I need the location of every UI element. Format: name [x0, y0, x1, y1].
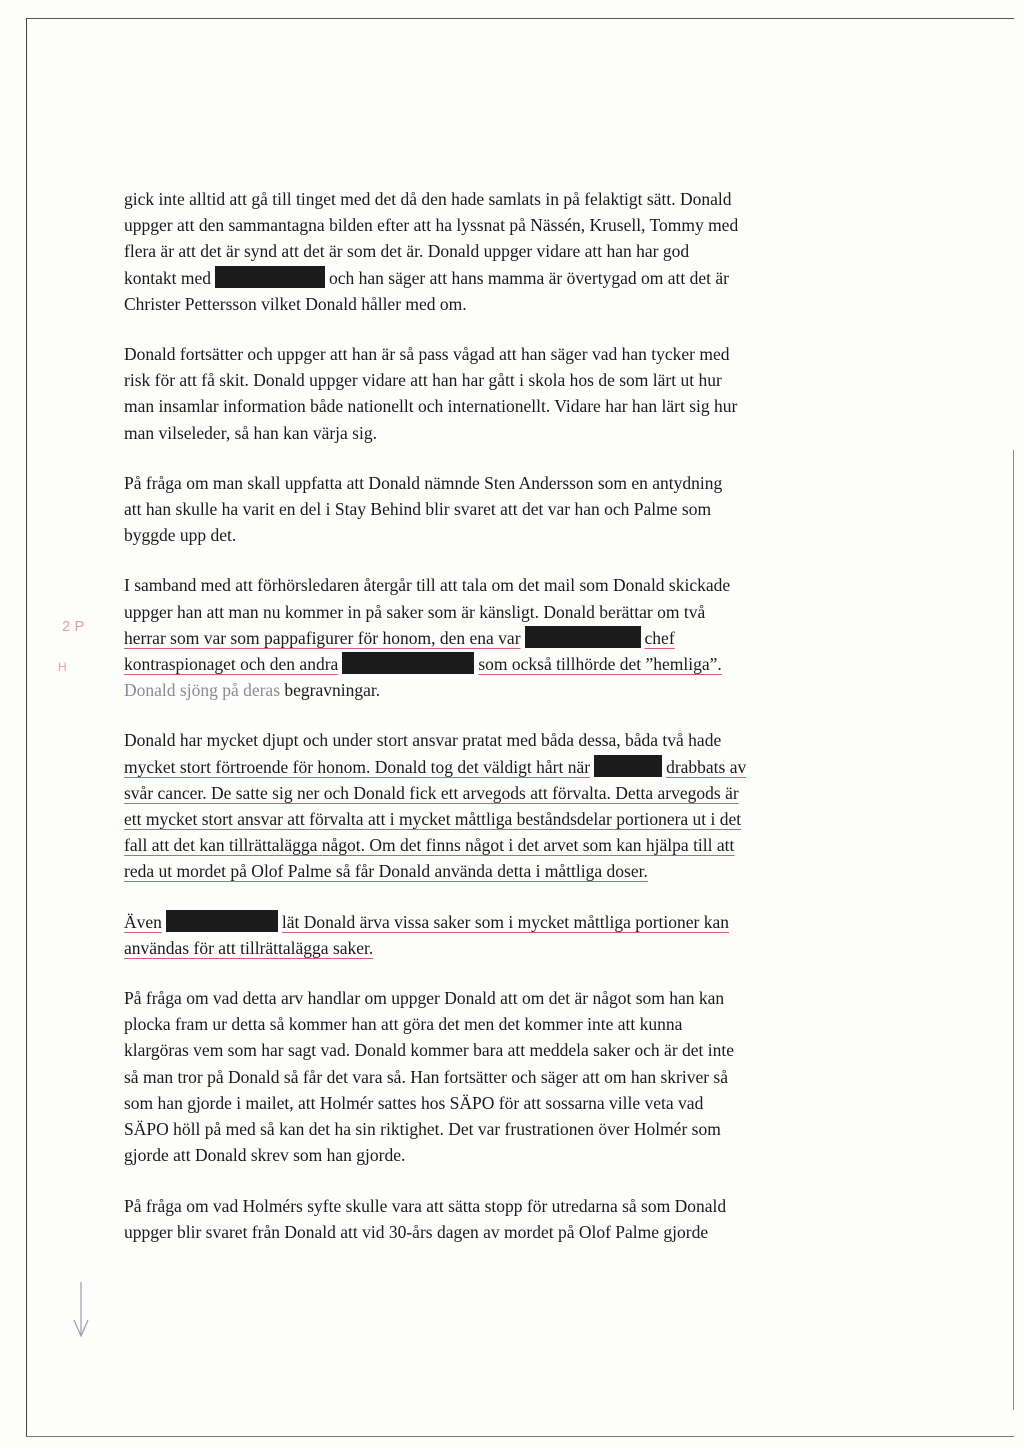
text-fragment: herrar som var som pappafigurer för honom, den ena var — [124, 627, 521, 648]
text-fragment: och han säger att hans mamma är övertygad om att det är — [329, 267, 729, 288]
text-line: så man tror på Donald så får det vara så. Han fortsätter och säger att om han skriver så — [124, 1066, 729, 1087]
text-line: svår cancer. De satte sig ner och Donald fick ett arvegods att förvalta. Detta arvegods är — [124, 782, 739, 803]
text-fragment: lät Donald ärva vissa saker som i mycket måttliga portioner kan — [281, 911, 730, 932]
paragraph — [124, 572, 844, 703]
text-line: flera är att det är synd att det är som det är. Donald uppger vidare att han har god — [124, 241, 690, 262]
text-line: Donald fortsätter och uppger att han är så pass vågad att han säger vad han tycker med — [124, 344, 730, 365]
paragraph — [124, 1193, 844, 1245]
text-line — [124, 265, 844, 291]
text-line: gjorde att Donald skrev som han gjorde. — [124, 1145, 406, 1166]
text-fragment: Donald sjöng på deras — [124, 680, 281, 701]
text-line: klargöras vem som har sagt vad. Donald kommer bara att meddela saker och är det inte — [124, 1040, 735, 1061]
paragraph — [124, 727, 844, 884]
redaction-block — [342, 652, 474, 674]
text-line: uppger blir svaret från Donald att vid 30-års dagen av mordet på Olof Palme gjorde — [124, 1221, 709, 1242]
text-line: SÄPO höll på med så kan det ha sin riktighet. Det var frustrationen över Holmér som — [124, 1119, 721, 1140]
text-line — [124, 754, 844, 780]
text-line: uppger att den sammantagna bilden efter att ha lyssnat på Nässén, Krusell, Tommy med — [124, 215, 739, 236]
text-line: uppger han att man nu kommer in på saker som är känsligt. Donald berättar om två — [124, 601, 706, 622]
margin-note-handwritten: 2 P — [62, 618, 85, 635]
document-body — [124, 186, 844, 1269]
paragraph — [124, 186, 844, 317]
text-line: På fråga om man skall uppfatta att Donald nämnde Sten Andersson som en antydning — [124, 472, 723, 493]
scan-frame-left — [26, 18, 27, 1436]
text-line: I samband med att förhörsledaren återgår till att tala om det mail som Donald skickade — [124, 575, 731, 596]
scan-frame-top — [26, 18, 1014, 19]
redaction-block — [166, 910, 278, 932]
text-fragment: mycket stort förtroende för honom. Donald tog det väldigt hårt när — [124, 756, 591, 777]
paragraph — [124, 341, 844, 446]
text-line — [124, 909, 844, 935]
paragraph — [124, 909, 844, 961]
text-line: ett mycket stort ansvar att förvalta att i mycket måttliga beståndsdelar portionera ut i det — [124, 809, 742, 830]
text-fragment: kontraspionaget och den andra — [124, 654, 339, 675]
text-line: fall att det kan tillrättalägga något. Om det finns något i det arvet som kan hjälpa till att — [124, 835, 735, 856]
redaction-block — [594, 755, 662, 777]
handwritten-arrow-icon — [70, 1280, 92, 1340]
text-line: plocka fram ur detta så kommer han att göra det men det kommer inte att kunna — [124, 1014, 683, 1035]
text-line — [124, 625, 844, 651]
margin-note-handwritten: H — [58, 660, 67, 674]
paragraph — [124, 470, 844, 549]
text-line: gick inte alltid att gå till tinget med det då den hade samlats in på felaktigt sätt. Donald — [124, 189, 732, 209]
text-fragment: Även — [124, 911, 162, 932]
text-line — [124, 677, 844, 703]
text-line — [124, 651, 844, 677]
text-line: användas för att tillrättalägga saker. — [124, 937, 374, 958]
text-line: Donald har mycket djupt och under stort ansvar pratat med båda dessa, båda två hade — [124, 730, 722, 751]
text-line: man vilseleder, så han kan värja sig. — [124, 422, 377, 443]
text-fragment: kontakt med — [124, 267, 211, 288]
text-line: man insamlar information både nationellt och internationellt. Vidare har han lärt sig hur — [124, 396, 738, 417]
text-line: På fråga om vad Holmérs syfte skulle vara att sätta stopp för utredarna så som Donald — [124, 1195, 727, 1216]
scan-frame-right — [1013, 450, 1014, 1410]
text-line: reda ut mordet på Olof Palme så får Donald använda detta i måttliga doser. — [124, 861, 648, 882]
text-line: risk för att få skit. Donald uppger vidare att han har gått i skola hos de som lärt ut hur — [124, 370, 722, 391]
text-line: byggde upp det. — [124, 525, 237, 546]
text-line: som han gjorde i mailet, att Holmér sattes hos SÄPO för att sossarna ville veta vad — [124, 1092, 704, 1113]
text-fragment: drabbats av — [666, 756, 747, 777]
redaction-block — [215, 266, 325, 288]
text-fragment: begravningar. — [284, 680, 381, 701]
scan-frame-bottom — [26, 1436, 1014, 1437]
paragraph — [124, 985, 844, 1168]
text-fragment: chef — [644, 627, 675, 648]
text-line: På fråga om vad detta arv handlar om uppger Donald att om det är något som han kan — [124, 988, 725, 1009]
text-line: Christer Pettersson vilket Donald håller med om. — [124, 293, 467, 314]
text-line: att han skulle ha varit en del i Stay Behind blir svaret att det var han och Palme som — [124, 499, 712, 520]
text-fragment: som också tillhörde det ”hemliga”. — [478, 654, 722, 675]
redaction-block — [525, 626, 641, 648]
